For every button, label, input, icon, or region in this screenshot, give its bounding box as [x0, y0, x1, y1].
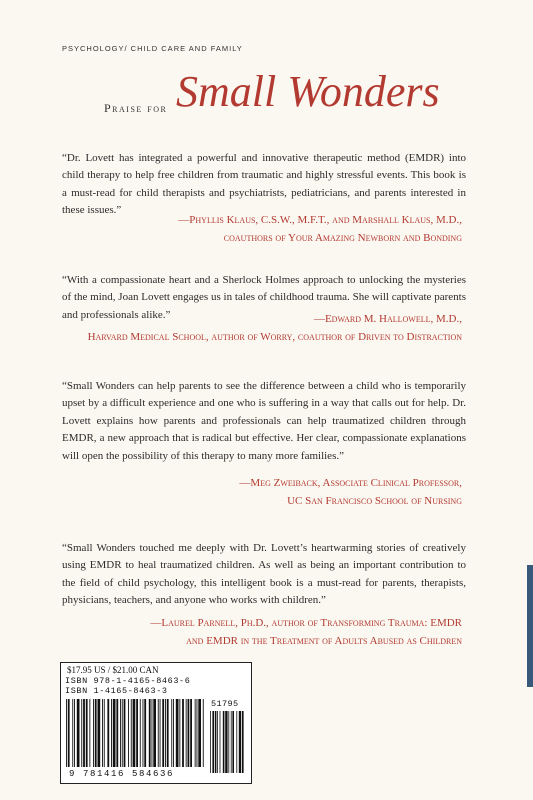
quote-3-attribution	[239, 474, 462, 510]
quote-4-text: “Small Wonders touched me deeply with Dr. Lovett’s heartwarming stories of creatively using EMDR to heal traumatized children. As well as being an important contribution to the field of child psychology, this intelligent book is a must-read for parents, therapists, physicians, teachers, and anyone who works with children.”	[62, 542, 466, 607]
quote-4	[62, 540, 466, 610]
book-title: Small Wonders	[176, 67, 440, 116]
category-label: PSYCHOLOGY/ CHILD CARE AND FAMILY	[62, 44, 243, 53]
barcode-digits: 9 781416 584636	[69, 769, 175, 779]
quote-1-attribution	[178, 211, 462, 247]
quote-3	[62, 378, 466, 465]
quote-4-attribution	[150, 614, 462, 650]
quote-2-attribution-line1: —Edward M. Hallowell, M.D.,	[313, 313, 462, 325]
quote-1-attribution-line1: —Phyllis Klaus, C.S.W., M.F.T., and Marshall Klaus, M.D.,	[178, 214, 462, 226]
quote-1-text: “Dr. Lovett has integrated a powerful and innovative therapeutic method (EMDR) into child therapy to help free children from traumatic and highly stressful events. This book is a must-read for child therapists and psychiatrists, pediatricians, and parents interested in these issues.”	[62, 152, 466, 217]
price-label: $17.95 US / $21.00 CAN	[67, 665, 159, 675]
isbn10-label: ISBN 1-4165-8463-3	[65, 686, 168, 696]
quote-3-attribution-line1: —Meg Zweiback, Associate Clinical Professor,	[239, 477, 462, 489]
quote-3-attribution-line2: UC San Francisco School of Nursing	[287, 495, 462, 507]
quote-1-attribution-line2: coauthors of Your Amazing Newborn and Bonding	[223, 232, 462, 244]
quote-4-attribution-line1: —Laurel Parnell, Ph.D., author of Transforming Trauma: EMDR	[150, 617, 462, 629]
quote-1	[62, 150, 466, 220]
barcode-graphic	[64, 699, 246, 779]
barcode-addon-digits: 51795	[211, 699, 239, 709]
praise-for-label: Praise for	[104, 101, 168, 115]
barcode-panel	[60, 662, 252, 784]
quote-2-attribution-line2: Harvard Medical School, author of Worry, coauthor of Driven to Distraction	[87, 331, 462, 343]
quote-4-attribution-line2: and EMDR in the Treatment of Adults Abused as Children	[186, 635, 462, 647]
isbn13-label: ISBN 978-1-4165-8463-6	[65, 676, 191, 686]
quote-3-text: “Small Wonders can help parents to see the difference between a child who is temporarily upset by a difficult experience and one who is suffering in a way that calls out for help. Dr. Lovett explains how parents and professionals can help traumatized children through EMDR, a new approach that is radical but effective. Her clear, compassionate explanations will open the possibility of this therapy to many more families.”	[62, 380, 466, 462]
praise-heading	[104, 66, 464, 136]
quote-2-text: “With a compassionate heart and a Sherlock Holmes approach to unlocking the mysteries of the mind, Joan Lovett engages us in tales of childhood trauma. She will captivate parents and professionals alike.”	[62, 274, 466, 321]
spine-color-strip	[527, 565, 533, 687]
quote-2-attribution	[88, 310, 462, 346]
